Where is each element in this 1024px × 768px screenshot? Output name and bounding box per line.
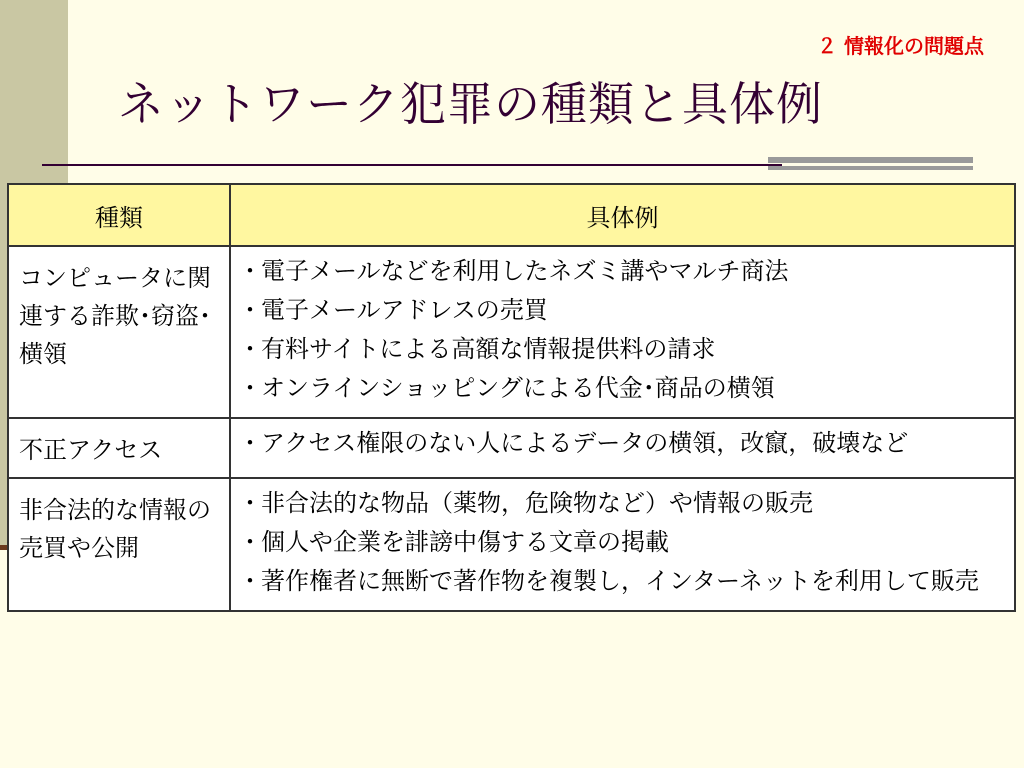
- example-text: 電子メールなどを利用したネズミ講やマルチ商法: [261, 257, 789, 285]
- table-row: [8, 418, 1015, 478]
- example-text: 有料サイトによる高額な情報提供料の請求: [261, 335, 716, 363]
- accent-bar: [768, 157, 973, 163]
- list-item: [239, 255, 1006, 287]
- list-item: [239, 294, 1006, 326]
- list-item: [239, 487, 1006, 519]
- list-item: [239, 526, 1006, 558]
- example-text: 個人や企業を誹謗中傷する文章の掲載: [261, 528, 669, 556]
- example-text: オンラインショッピングによる代金･商品の横領: [261, 374, 775, 402]
- bullet-icon: ･: [244, 335, 256, 363]
- type-cell: 不正アクセス: [8, 418, 230, 478]
- header-examples: 具体例: [230, 184, 1015, 246]
- bullet-icon: ･: [244, 528, 256, 556]
- examples-list: [239, 255, 1006, 404]
- examples-list: [239, 487, 1006, 597]
- examples-list: [239, 427, 1006, 459]
- list-item: [239, 565, 1006, 597]
- bullet-icon: ･: [244, 257, 256, 285]
- table-row: [8, 478, 1015, 611]
- type-cell: コンピュータに関連する詐欺･窃盗･横領: [8, 246, 230, 418]
- list-item: [239, 427, 1006, 459]
- examples-cell: [230, 246, 1015, 418]
- examples-cell: [230, 478, 1015, 611]
- example-text: 非合法的な物品（薬物，危険物など）や情報の販売: [261, 489, 813, 517]
- title-divider: [42, 164, 782, 166]
- bullet-icon: ･: [244, 374, 256, 402]
- bullet-icon: ･: [244, 296, 256, 324]
- example-text: 著作権者に無断で著作物を複製し，インターネットを利用して販売: [261, 567, 979, 595]
- slide-title: ネットワーク犯罪の種類と具体例: [118, 77, 823, 131]
- section-label: ２ 情報化の問題点: [817, 34, 984, 58]
- list-item: [239, 333, 1006, 365]
- bullet-icon: ･: [244, 489, 256, 517]
- crime-examples-table: [7, 183, 1016, 612]
- list-item: [239, 372, 1006, 404]
- table-row: [8, 246, 1015, 418]
- header-type: 種類: [8, 184, 230, 246]
- examples-cell: [230, 418, 1015, 478]
- type-cell: 非合法的な情報の売買や公開: [8, 478, 230, 611]
- example-text: 電子メールアドレスの売買: [261, 296, 548, 324]
- accent-bar: [768, 166, 973, 170]
- bullet-icon: ･: [244, 429, 256, 457]
- bullet-icon: ･: [244, 567, 256, 595]
- table-header-row: [8, 184, 1015, 246]
- example-text: アクセス権限のない人によるデータの横領，改竄，破壊など: [261, 429, 909, 457]
